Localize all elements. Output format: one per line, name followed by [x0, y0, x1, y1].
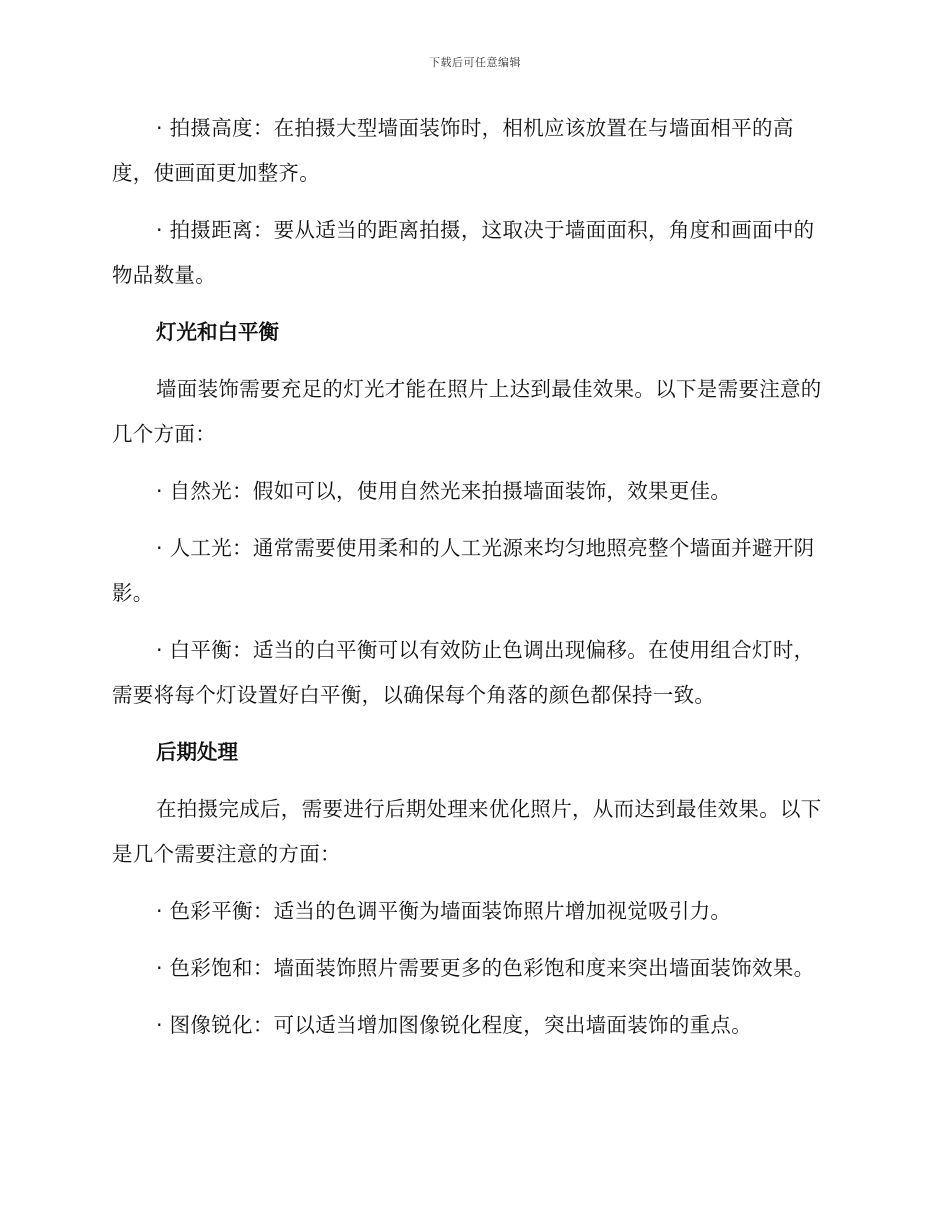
post-processing-intro: 在拍摄完成后，需要进行后期处理来优化照片，从而达到最佳效果。以下是几个需要注意的方面： [112, 797, 822, 866]
bullet-artificial-light: · 人工光：通常需要使用柔和的人工光源来均匀地照亮整个墙面并避开阴影。 [112, 536, 815, 605]
bullet-color-balance: · 色彩平衡：适当的色调平衡为墙面装饰照片增加视觉吸引力。 [156, 899, 732, 923]
bullet-natural-light: · 自然光：假如可以，使用自然光来拍摄墙面装饰，效果更佳。 [156, 479, 732, 503]
bullet-shooting-distance: · 拍摄距离：要从适当的距离拍摄，这取决于墙面面积，角度和画面中的物品数量。 [112, 218, 815, 287]
section-heading-lighting: 灯光和白平衡 [156, 320, 279, 344]
bullet-shooting-height: · 拍摄高度：在拍摄大型墙面装饰时，相机应该放置在与墙面相平的高度，使画面更加整齐。 [112, 116, 794, 185]
section-heading-post-processing: 后期处理 [156, 740, 238, 764]
header-note: 下载后可任意编辑 [429, 56, 521, 69]
document-body [112, 106, 832, 1060]
bullet-white-balance: · 白平衡：适当的白平衡可以有效防止色调出现偏移。在使用组合灯时，需要将每个灯设置好白平衡，以确保每个角落的颜色都保持一致。 [112, 638, 815, 707]
bullet-image-sharpening: · 图像锐化：可以适当增加图像锐化程度，突出墙面装饰的重点。 [156, 1013, 753, 1037]
lighting-intro: 墙面装饰需要充足的灯光才能在照片上达到最佳效果。以下是需要注意的几个方面： [112, 377, 822, 446]
bullet-color-saturation: · 色彩饱和：墙面装饰照片需要更多的色彩饱和度来突出墙面装饰效果。 [156, 956, 815, 980]
